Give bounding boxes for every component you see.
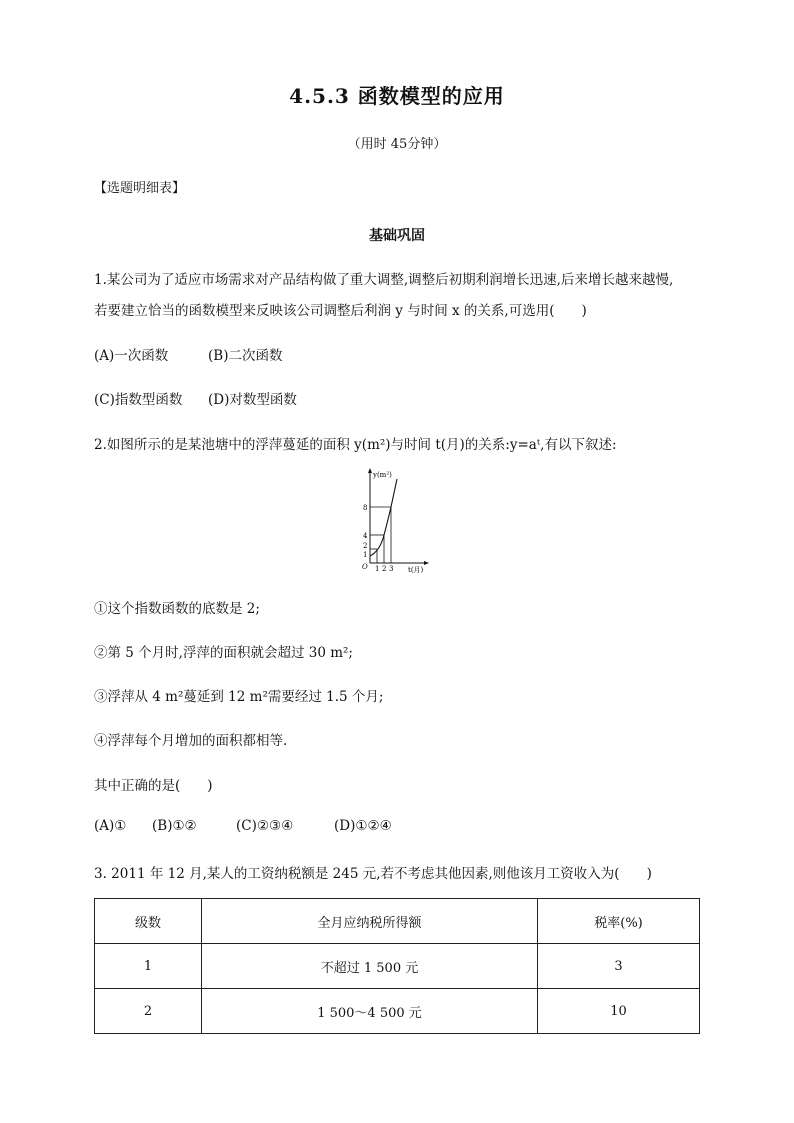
x-tick-1: 1 bbox=[375, 565, 380, 573]
q2-option-b: (B)①② bbox=[152, 818, 197, 834]
header-income: 全月应纳税所得额 bbox=[202, 899, 538, 944]
topic-table-label: 【选题明细表】 bbox=[94, 181, 186, 196]
cell-income: 1 500～4 500 元 bbox=[202, 989, 538, 1034]
q1-option-a: (A)一次函数 bbox=[94, 348, 169, 364]
cell-rate: 3 bbox=[538, 944, 700, 989]
cell-rate: 10 bbox=[538, 989, 700, 1034]
q1-option-c: (C)指数型函数 bbox=[94, 392, 183, 408]
table-row bbox=[95, 989, 700, 1034]
origin-label: O bbox=[362, 563, 368, 571]
y-tick-1: 1 bbox=[363, 551, 368, 559]
section-heading: 基础巩固 bbox=[369, 228, 425, 244]
x-axis-label: t(月) bbox=[408, 566, 424, 574]
q2-statement-4: ④浮萍每个月增加的面积都相等. bbox=[94, 733, 288, 749]
y-tick-2: 2 bbox=[363, 542, 368, 550]
q3-stem: 3. 2011 年 12 月,某人的工资纳税额是 245 元,若不考虑其他因素,则他该月工资收入为( ) bbox=[94, 866, 652, 882]
y-tick-8: 8 bbox=[363, 504, 368, 512]
y-tick-4: 4 bbox=[363, 532, 368, 540]
header-rate: 税率(%) bbox=[538, 899, 700, 944]
table-row bbox=[95, 944, 700, 989]
cell-level: 1 bbox=[95, 944, 202, 989]
q2-statement-1: ①这个指数函数的底数是 2; bbox=[94, 601, 260, 617]
q1-option-b: (B)二次函数 bbox=[208, 348, 283, 364]
x-tick-3: 3 bbox=[389, 565, 394, 573]
y-axis-label: y(m²) bbox=[373, 471, 392, 479]
q2-statement-3: ③浮萍从 4 m²蔓延到 12 m²需要经过 1.5 个月; bbox=[94, 689, 384, 705]
y-axis-arrow bbox=[368, 468, 372, 473]
x-axis-arrow bbox=[424, 561, 429, 565]
q1-stem-line2: 若要建立恰当的函数模型来反映该公司调整后利润 y 与时间 x 的关系,可选用( ) bbox=[94, 303, 587, 319]
q1-option-d: (D)对数型函数 bbox=[208, 392, 297, 408]
q2-graph bbox=[360, 465, 430, 577]
x-tick-2: 2 bbox=[382, 565, 387, 573]
q1-stem-line1: 1.某公司为了适应市场需求对产品结构做了重大调整,调整后初期利润增长迅速,后来增长越来越慢, bbox=[94, 272, 674, 288]
exponential-curve bbox=[370, 479, 397, 556]
q2-statement-2: ②第 5 个月时,浮萍的面积就会超过 30 m²; bbox=[94, 645, 353, 661]
q2-option-c: (C)②③④ bbox=[236, 818, 294, 834]
page-title: 4.5.3 函数模型的应用 bbox=[289, 84, 505, 108]
time-limit: （用时 45分钟） bbox=[347, 137, 447, 152]
tax-rate-table bbox=[94, 898, 700, 1034]
q2-question: 其中正确的是( ) bbox=[94, 778, 213, 794]
q2-stem: 2.如图所示的是某池塘中的浮萍蔓延的面积 y(m²)与时间 t(月)的关系:y=aᵗ,有以下叙述: bbox=[94, 437, 617, 453]
cell-income: 不超过 1 500 元 bbox=[202, 944, 538, 989]
table-header-row bbox=[95, 899, 700, 944]
q2-option-a: (A)① bbox=[94, 818, 127, 834]
q2-option-d: (D)①②④ bbox=[334, 818, 392, 834]
cell-level: 2 bbox=[95, 989, 202, 1034]
header-level: 级数 bbox=[95, 899, 202, 944]
